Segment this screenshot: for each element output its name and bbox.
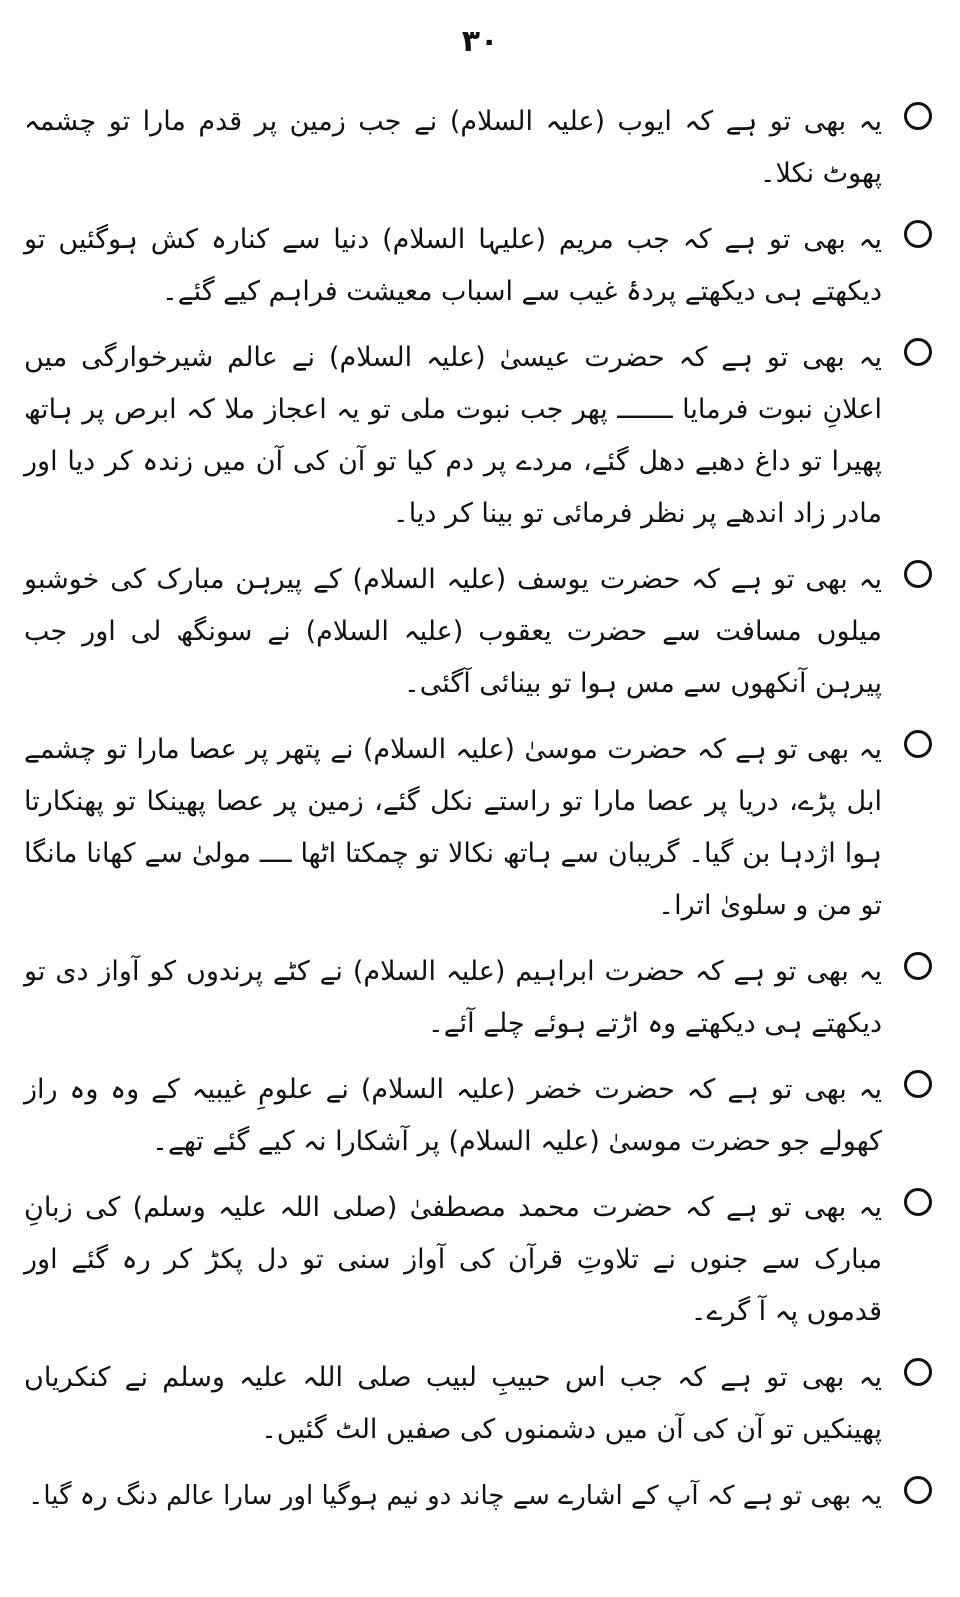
list-item-text: یہ بھی تو ہے کہ حضرت عیسیٰ (علیہ السلام) نے عالم شیرخوارگی میں اعلانِ نبوت فرمایا ـــــــ پھر جب نبوت ملی تو یہ اعجاز ملا کہ ابرص پر ہاتھ پھیرا تو داغ دھبے دھل گئے، مردے پر دم کیا تو آن کی آن میں زندہ کر دیا اور مادر زاد اندھے پر نظر فرمائی تو بینا کر دیا۔ [24,342,882,529]
list-item [24,554,938,710]
list-item [24,214,938,318]
circle-bullet-icon [904,220,932,248]
list-item-text: یہ بھی تو ہے کہ آپ کے اشارے سے چاند دو نیم ہوگیا اور سارا عالم دنگ رہ گیا۔ [28,1481,882,1511]
circle-bullet-icon [904,952,932,980]
list-item [24,946,938,1050]
circle-bullet-icon [904,102,932,130]
list-item [24,1470,938,1522]
page-number: ۳۰ [461,24,499,59]
circle-bullet-icon [904,560,932,588]
list-item-text: یہ بھی تو ہے کہ حضرت محمد مصطفیٰ (صلی اللہ علیہ وسلم) کی زبانِ مبارک سے جنوں نے تلاوتِ قرآن کی آواز سنی تو دل پکڑ کر رہ گئے اور قدموں پہ آ گرے۔ [24,1192,882,1327]
list-item-text: یہ بھی تو ہے کہ حضرت موسیٰ (علیہ السلام) نے پتھر پر عصا مارا تو چشمے ابل پڑے، دریا پر عصا مارا تو راستے نکل گئے، زمین پر عصا پھینکا تو پھنکارتا ہوا اژدہا بن گیا۔ گریبان سے ہاتھ نکالا تو چمکتا اٹھا ــــ مولیٰ سے کھانا مانگا تو من و سلویٰ اترا۔ [24,734,882,921]
list-item-text: یہ بھی تو ہے کہ ایوب (علیہ السلام) نے جب زمین پر قدم مارا تو چشمہ پھوٹ نکلا۔ [24,106,882,189]
list-item-text: یہ بھی تو ہے کہ حضرت خضر (علیہ السلام) نے علومِ غیبیہ کے وہ وہ راز کھولے جو حضرت موسیٰ (علیہ السلام) پر آشکارا نہ کیے گئے تھے۔ [24,1074,882,1157]
circle-bullet-icon [904,1070,932,1098]
list-item [24,1182,938,1338]
list-item-text: یہ بھی تو ہے کہ حضرت ابراہیم (علیہ السلام) نے کٹے پرندوں کو آواز دی تو دیکھتے ہی دیکھتے وہ اڑتے ہوئے چلے آئے۔ [24,956,882,1039]
circle-bullet-icon [904,1358,932,1386]
list-item-text: یہ بھی تو ہے کہ جب مریم (علیہا السلام) دنیا سے کنارہ کش ہوگئیں تو دیکھتے ہی دیکھتے پردۂ غیب سے اسباب معیشت فراہم کیے گئے۔ [24,224,882,307]
circle-bullet-icon [904,730,932,758]
list-item [24,1352,938,1456]
circle-bullet-icon [904,338,932,366]
list-item [24,96,938,200]
list-item-text: یہ بھی تو ہے کہ جب اس حبیبِ لبیب صلی اللہ علیہ وسلم نے کنکریاں پھینکیں تو آن کی آن میں دشمنوں کی صفیں الٹ گئیں۔ [24,1362,882,1445]
circle-bullet-icon [904,1476,932,1504]
list-item-text: یہ بھی تو ہے کہ حضرت یوسف (علیہ السلام) کے پیرہن مبارک کی خوشبو میلوں مسافت سے حضرت یعقوب (علیہ السلام) نے سونگھ لی اور جب پیرہن آنکھوں سے مس ہوا تو بینائی آگئی۔ [24,564,882,699]
bullet-list [24,96,938,1536]
list-item [24,1064,938,1168]
list-item [24,724,938,932]
circle-bullet-icon [904,1188,932,1216]
list-item [24,332,938,540]
